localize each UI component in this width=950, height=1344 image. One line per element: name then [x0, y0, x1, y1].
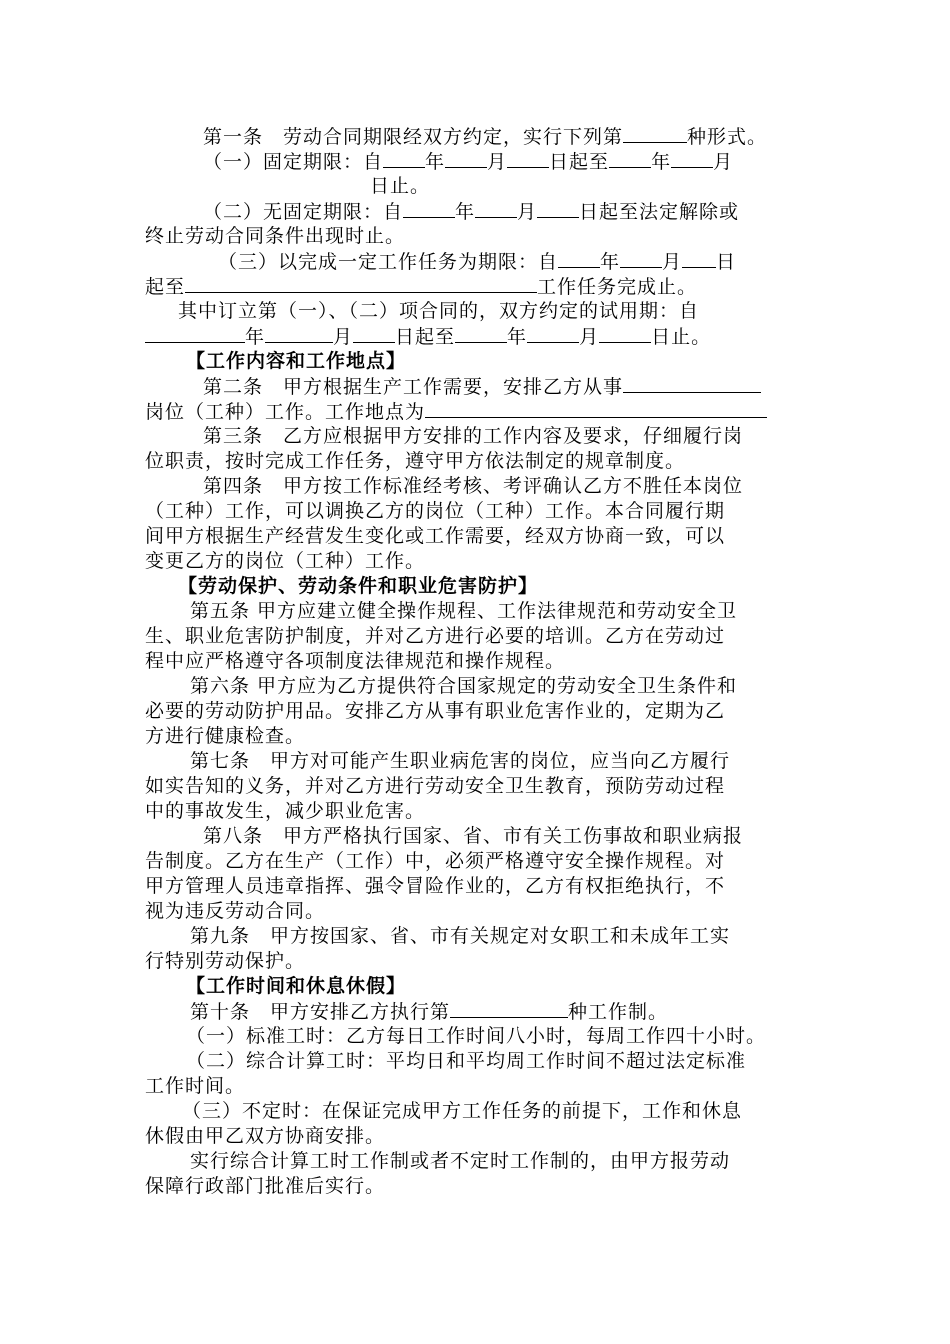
text: 行特别劳动保护。	[145, 950, 306, 972]
text: 月	[517, 201, 538, 223]
blank-field[interactable]	[623, 124, 687, 143]
blank-field[interactable]	[403, 199, 455, 218]
section-heading-labor-protection	[178, 574, 858, 599]
text: 【劳动保护、劳动条件和职业危害防护】	[178, 575, 539, 597]
text: 间甲方根据生产经营发生变化或工作需要，经双方协商一致，可以	[145, 525, 726, 547]
blank-field[interactable]	[623, 374, 761, 393]
text: 年	[507, 326, 528, 348]
probation-line	[178, 299, 858, 324]
blank-field[interactable]	[527, 324, 579, 343]
blank-field[interactable]	[609, 149, 651, 168]
text: （一）固定期限：自	[203, 151, 384, 173]
approval-line	[190, 1149, 870, 1174]
article-6-cont-line	[145, 724, 825, 749]
text: （二）综合计算工时：平均日和平均周工作时间不超过法定标准	[186, 1050, 747, 1072]
fixed-term-line	[203, 149, 883, 174]
blank-field[interactable]	[455, 324, 507, 343]
text: 第六条 甲方应为乙方提供符合国家规定的劳动安全卫生条件和	[190, 675, 738, 697]
text: 告制度。乙方在生产（工作）中，必须严格遵守安全操作规程。对	[145, 850, 726, 872]
text: 月	[579, 326, 600, 348]
text: 第八条 甲方严格执行国家、省、市有关工伤事故和职业病报	[203, 825, 744, 847]
text: 第十条 甲方安排乙方执行第	[190, 1001, 451, 1023]
text: 工作时间。	[145, 1075, 246, 1097]
text: 甲方管理人员违章指挥、强令冒险作业的，乙方有权拒绝执行，不	[145, 875, 726, 897]
blank-field[interactable]	[671, 149, 713, 168]
article-7-cont-line	[145, 774, 825, 799]
text: 【工作时间和休息休假】	[186, 975, 407, 997]
comprehensive-hours-line	[186, 1049, 866, 1074]
article-1-line	[203, 124, 883, 149]
article-8-cont-line	[145, 874, 825, 899]
text: 其中订立第（一）、（二）项合同的，双方约定的试用期：自	[178, 300, 700, 322]
blank-field[interactable]	[558, 249, 600, 268]
text: 日止。	[370, 175, 431, 197]
blank-field[interactable]	[265, 324, 333, 343]
article-4-cont-line	[145, 499, 825, 524]
article-5-cont-line	[145, 624, 825, 649]
text: 变更乙方的岗位（工种）工作。	[145, 550, 426, 572]
article-10-line	[190, 999, 870, 1024]
text: 【工作内容和工作地点】	[186, 350, 407, 372]
text: 位职责，按时完成工作任务，遵守甲方依法制定的规章制度。	[145, 450, 686, 472]
text: 年	[245, 326, 266, 348]
text: 休假由甲乙双方协商安排。	[145, 1125, 386, 1147]
text: 方进行健康检查。	[145, 725, 306, 747]
text: 第二条 甲方根据生产工作需要，安排乙方从事	[203, 376, 624, 398]
blank-field[interactable]	[537, 199, 579, 218]
article-9-line	[190, 924, 870, 949]
blank-field[interactable]	[620, 249, 662, 268]
task-term-cont-line	[145, 274, 825, 299]
text: 年	[425, 151, 446, 173]
open-term-cont-line	[145, 224, 825, 249]
flexible-hours-line	[182, 1099, 862, 1124]
text: 视为违反劳动合同。	[145, 900, 326, 922]
blank-field[interactable]	[445, 149, 487, 168]
text: 月	[487, 151, 508, 173]
article-7-cont-line	[145, 799, 825, 824]
text: 第九条 甲方按国家、省、市有关规定对女职工和未成年工实	[190, 925, 731, 947]
text: 第三条 乙方应根据甲方安排的工作内容及要求，仔细履行岗	[203, 425, 744, 447]
text: 岗位（工种）工作。工作地点为	[145, 401, 426, 423]
article-5-cont-line	[145, 649, 825, 674]
text: 工作任务完成止。	[537, 276, 698, 298]
text: 起至	[145, 276, 186, 298]
section-heading-work-hours	[186, 974, 866, 999]
comprehensive-hours-cont-line	[145, 1074, 825, 1099]
text: 月	[662, 251, 683, 273]
blank-field[interactable]	[450, 999, 568, 1018]
blank-field[interactable]	[425, 399, 767, 418]
approval-cont-line	[145, 1174, 825, 1199]
text: （工种）工作，可以调换乙方的岗位（工种）工作。本合同履行期	[145, 500, 726, 522]
task-term-line	[218, 249, 898, 274]
text: 月	[333, 326, 354, 348]
article-3-cont-line	[145, 449, 825, 474]
probation-dates-line	[145, 324, 825, 349]
blank-field[interactable]	[599, 324, 651, 343]
blank-field[interactable]	[682, 249, 716, 268]
article-4-cont-line	[145, 524, 825, 549]
article-6-line	[190, 674, 870, 699]
blank-field[interactable]	[507, 149, 549, 168]
text: 第一条 劳动合同期限经双方约定，实行下列第	[203, 126, 624, 148]
text: 年	[651, 151, 672, 173]
text: 日起至	[549, 151, 610, 173]
text: 日止。	[651, 326, 712, 348]
text: 生、职业危害防护制度，并对乙方进行必要的培训。乙方在劳动过	[145, 625, 726, 647]
section-heading-work-content	[186, 349, 866, 374]
article-4-cont-line	[145, 549, 825, 574]
blank-field[interactable]	[353, 324, 395, 343]
text: 保障行政部门批准后实行。	[145, 1175, 386, 1197]
text: 种形式。	[687, 126, 768, 148]
blank-field[interactable]	[145, 324, 245, 343]
text: 年	[455, 201, 476, 223]
open-term-line	[203, 199, 883, 224]
text: 终止劳动合同条件出现时止。	[145, 225, 406, 247]
blank-field[interactable]	[383, 149, 425, 168]
text: 月	[713, 151, 734, 173]
text: （三）不定时：在保证完成甲方工作任务的前提下，工作和休息	[182, 1100, 743, 1122]
text: 中的事故发生，减少职业危害。	[145, 800, 426, 822]
text: 日起至	[395, 326, 456, 348]
text: （一）标准工时：乙方每日工作时间八小时，每周工作四十小时。	[186, 1025, 767, 1047]
text: 第五条 甲方应建立健全操作规程、工作法律规范和劳动安全卫	[190, 600, 738, 622]
text: 第四条 甲方按工作标准经考核、考评确认乙方不胜任本岗位	[203, 475, 744, 497]
text: 日起至法定解除或	[579, 201, 740, 223]
article-3-line	[203, 424, 883, 449]
text: 第七条 甲方对可能产生职业病危害的岗位，应当向乙方履行	[190, 750, 731, 772]
article-5-line	[190, 599, 870, 624]
text: 种工作制。	[568, 1001, 669, 1023]
article-2-cont-line	[145, 399, 825, 424]
blank-field[interactable]	[475, 199, 517, 218]
text: （二）无固定期限：自	[203, 201, 404, 223]
text: 程中应严格遵守各项制度法律规范和操作规程。	[145, 650, 566, 672]
article-8-cont-line	[145, 899, 825, 924]
article-8-cont-line	[145, 849, 825, 874]
article-2-line	[203, 374, 883, 399]
text: （三）以完成一定工作任务为期限：自	[218, 251, 559, 273]
text: 必要的劳动防护用品。安排乙方从事有职业危害作业的，定期为乙	[145, 700, 726, 722]
text: 如实告知的义务，并对乙方进行劳动安全卫生教育，预防劳动过程	[145, 775, 726, 797]
fixed-term-end-line	[370, 174, 950, 199]
text: 年	[600, 251, 621, 273]
text: 日	[716, 251, 737, 273]
article-4-line	[203, 474, 883, 499]
article-8-line	[203, 824, 883, 849]
text: 实行综合计算工时工作制或者不定时工作制的，由甲方报劳动	[190, 1150, 731, 1172]
blank-field[interactable]	[185, 274, 537, 293]
article-7-line	[190, 749, 870, 774]
article-9-cont-line	[145, 949, 825, 974]
standard-hours-line	[186, 1024, 866, 1049]
flexible-hours-cont-line	[145, 1124, 825, 1149]
article-6-cont-line	[145, 699, 825, 724]
